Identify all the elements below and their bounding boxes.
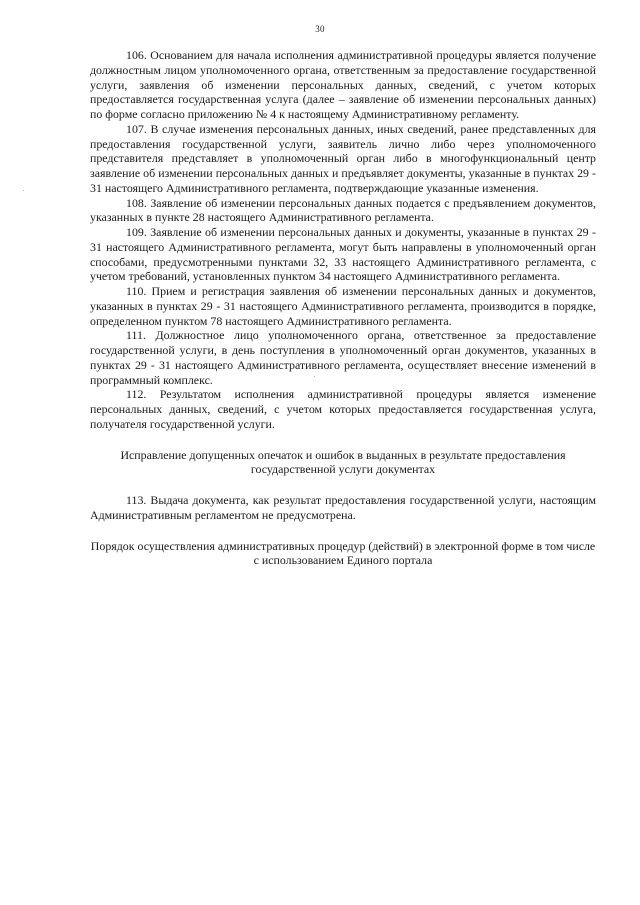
section-heading-corrections: Исправление допущенных опечаток и ошибок в выданных в результате предоставления государственной услуги документах (120, 447, 566, 477)
scan-artifact (314, 376, 315, 377)
section-spacer (90, 523, 596, 539)
scan-artifact (23, 190, 24, 191)
section-heading-electronic: Порядок осуществления административных процедур (действий) в электронной форме в том числе с использованием Единого портала (90, 538, 596, 568)
paragraph-106: 106. Основанием для начала исполнения административной процедуры является получение должностным лицом уполномоченного органа, ответственным за предоставление государственной услуги, заявления об изменении персональных данных, сведений, с учетом которых предоставляется государственная услуга (далее – заявление об изменении персональных данных) по форме согласно приложению № 4 к настоящему Административному регламенту. (90, 48, 596, 121)
section-spacer (90, 432, 596, 448)
paragraph-108: 108. Заявление об изменении персональных данных подается с предъявлением документов, указанных в пункте 28 настоящего Административного регламента. (90, 195, 596, 225)
document-body (90, 48, 596, 568)
page-number: 30 (315, 24, 325, 34)
paragraph-111: 111. Должностное лицо уполномоченного органа, ответственное за предоставление государственной услуги, в день поступления в уполномоченный орган документов, указанных в пунктах 29 - 31 настоящего Административного регламента, осуществляет внесение изменений в программный комплекс. (90, 328, 596, 387)
paragraph-109: 109. Заявление об изменении персональных данных и документы, указанные в пунктах 29 - 31 настоящего Административного регламента, могут быть направлены в уполномоченный орган способами, предусмотренными пунктами 32, 33 настоящего Административного регламента, с учетом требований, установленных пунктом 34 настоящего Административного регламента. (90, 225, 596, 284)
paragraph-113: 113. Выдача документа, как результат предоставления государственной услуги, настоящим Административным регламентом не предусмотрена. (90, 493, 596, 522)
paragraph-112: 112. Результатом исполнения административной процедуры является изменение персональных данных, сведений, с учетом которых предоставляется государственная услуга, получателя государственной услуги. (90, 387, 596, 431)
section-spacer (90, 477, 596, 493)
paragraph-107: 107. В случае изменения персональных данных, иных сведений, ранее представленных для предоставления государственной услуги, заявитель лично либо через уполномоченного представителя представляет в уполномоченный орган либо в многофункциональный центр заявление об изменении персональных данных и предъявляет документы, указанные в пунктах 29 - 31 настоящего Административного регламента, подтверждающие указанные изменения. (90, 121, 596, 195)
paragraph-110: 110. Прием и регистрация заявления об изменении персональных данных и документов, указанных в пунктах 29 - 31 настоящего Административного регламента, производится в порядке, определенном пунктом 78 настоящего Административного регламента. (90, 284, 596, 328)
